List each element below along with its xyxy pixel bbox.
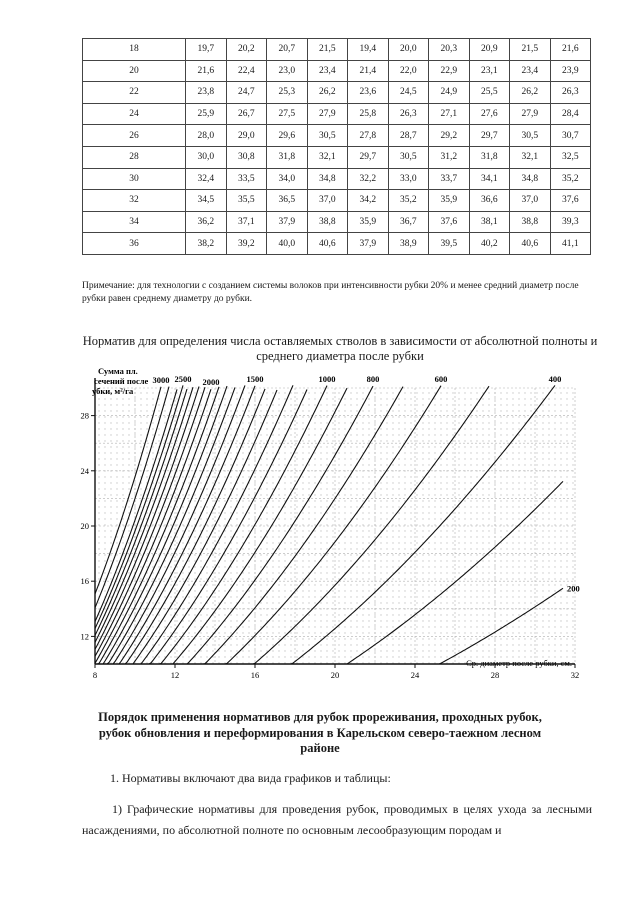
x-tick-label: 12 [170, 670, 180, 680]
value-cell: 23,8 [186, 82, 227, 104]
y-tick-label: 24 [80, 465, 89, 476]
value-cell: 25,8 [348, 103, 389, 125]
value-cell: 20,0 [388, 39, 429, 61]
value-cell: 34,8 [307, 168, 348, 190]
value-cell: 23,4 [510, 60, 551, 82]
curve-label: 1000 [318, 374, 336, 384]
curve-label: 3000 [152, 374, 170, 385]
value-cell: 20,9 [469, 39, 510, 61]
value-cell: 27,6 [469, 103, 510, 125]
x-axis-label: Ср. диаметр после рубки, см. [466, 658, 572, 668]
curve-label: 800 [366, 374, 380, 385]
paragraph-1: 1. Нормативы включают два вида графиков и таблицы: [110, 771, 391, 785]
value-cell: 34,5 [186, 190, 227, 212]
y-tick-label: 12 [80, 631, 89, 642]
table-row [83, 146, 591, 168]
value-cell: 24,7 [226, 82, 267, 104]
value-cell: 37,9 [348, 233, 389, 255]
value-cell: 40,6 [510, 233, 551, 255]
x-tick-label: 20 [330, 670, 340, 680]
table-row [83, 168, 591, 190]
value-cell: 25,9 [186, 103, 227, 125]
y-axis-label-line2: сечений после [94, 376, 149, 386]
value-cell: 40,2 [469, 233, 510, 255]
curve-label: 2000 [202, 377, 220, 388]
value-cell: 36,2 [186, 211, 227, 233]
value-cell: 22,4 [226, 60, 267, 82]
value-cell: 23,6 [348, 82, 389, 104]
value-cell: 21,6 [186, 60, 227, 82]
value-cell: 21,5 [510, 39, 551, 61]
value-cell: 23,9 [550, 60, 591, 82]
value-cell: 20,3 [429, 39, 470, 61]
value-cell: 36,7 [388, 211, 429, 233]
value-cell: 30,5 [510, 125, 551, 147]
value-cell: 19,4 [348, 39, 389, 61]
value-cell: 28,0 [186, 125, 227, 147]
value-cell: 19,7 [186, 39, 227, 61]
value-cell: 35,5 [226, 190, 267, 212]
table-row [83, 211, 591, 233]
value-cell: 39,2 [226, 233, 267, 255]
value-cell: 27,5 [267, 103, 308, 125]
value-cell: 35,2 [550, 168, 591, 190]
value-cell: 32,2 [348, 168, 389, 190]
value-cell: 38,8 [510, 211, 551, 233]
diameter-cell: 30 [83, 168, 186, 190]
curve-label: 600 [434, 374, 448, 384]
value-cell: 27,9 [307, 103, 348, 125]
value-cell: 27,9 [510, 103, 551, 125]
value-cell: 38,8 [307, 211, 348, 233]
value-cell: 30,5 [388, 146, 429, 168]
value-cell: 26,3 [388, 103, 429, 125]
value-cell: 39,5 [429, 233, 470, 255]
x-tick-label: 16 [250, 670, 260, 680]
diameter-cell: 32 [83, 190, 186, 212]
value-cell: 38,9 [388, 233, 429, 255]
data-table [82, 38, 591, 255]
value-cell: 28,7 [388, 125, 429, 147]
value-cell: 26,7 [226, 103, 267, 125]
value-cell: 40,6 [307, 233, 348, 255]
value-cell: 32,1 [307, 146, 348, 168]
x-tick-label: 24 [410, 670, 420, 680]
value-cell: 23,4 [307, 60, 348, 82]
value-cell: 25,3 [267, 82, 308, 104]
diameter-cell: 28 [83, 146, 186, 168]
value-cell: 30,0 [186, 146, 227, 168]
value-cell: 21,6 [550, 39, 591, 61]
value-cell: 36,5 [267, 190, 308, 212]
paragraph-2: 1) Графические нормативы для проведения рубок, проводимых в целях ухода за лесными насаждениями, по абсолютной полноте по основным лесообразующим породам и [82, 802, 592, 837]
table-row [83, 82, 591, 104]
value-cell: 34,0 [267, 168, 308, 190]
curve-label: 1500 [246, 374, 264, 384]
value-cell: 23,1 [469, 60, 510, 82]
value-cell: 35,2 [388, 190, 429, 212]
value-cell: 20,7 [267, 39, 308, 61]
value-cell: 27,1 [429, 103, 470, 125]
value-cell: 32,1 [510, 146, 551, 168]
x-tick-label: 32 [570, 670, 580, 680]
value-cell: 34,8 [510, 168, 551, 190]
value-cell: 23,0 [267, 60, 308, 82]
value-cell: 33,5 [226, 168, 267, 190]
diameter-cell: 34 [83, 211, 186, 233]
diameter-cell: 18 [83, 39, 186, 61]
value-cell: 29,6 [267, 125, 308, 147]
table-row [83, 103, 591, 125]
value-cell: 38,1 [469, 211, 510, 233]
value-cell: 39,3 [550, 211, 591, 233]
value-cell: 30,7 [550, 125, 591, 147]
value-cell: 31,8 [469, 146, 510, 168]
y-tick-label: 20 [80, 521, 89, 531]
value-cell: 37,1 [226, 211, 267, 233]
value-cell: 37,0 [307, 190, 348, 212]
value-cell: 33,0 [388, 168, 429, 190]
value-cell: 24,5 [388, 82, 429, 104]
value-cell: 34,2 [348, 190, 389, 212]
value-cell: 20,2 [226, 39, 267, 61]
value-cell: 35,9 [348, 211, 389, 233]
diameter-cell: 22 [83, 82, 186, 104]
value-cell: 35,9 [429, 190, 470, 212]
value-cell: 37,6 [550, 190, 591, 212]
value-cell: 21,5 [307, 39, 348, 61]
value-cell: 32,4 [186, 168, 227, 190]
x-tick-label: 28 [490, 670, 500, 680]
nomogram-chart [60, 366, 620, 696]
table-row [83, 190, 591, 212]
value-cell: 29,0 [226, 125, 267, 147]
value-cell: 37,9 [267, 211, 308, 233]
table-row [83, 39, 591, 61]
table-row [83, 233, 591, 255]
value-cell: 29,2 [429, 125, 470, 147]
table-note: Примечание: для технологии с созданием системы волоков при интенсивности рубки 20% и менее средний диаметр после рубки равен среднему диаметру до рубки. [82, 281, 579, 304]
value-cell: 24,9 [429, 82, 470, 104]
diameter-cell: 26 [83, 125, 186, 147]
value-cell: 33,7 [429, 168, 470, 190]
value-cell: 29,7 [469, 125, 510, 147]
value-cell: 30,8 [226, 146, 267, 168]
value-cell: 30,5 [307, 125, 348, 147]
diameter-cell: 20 [83, 60, 186, 82]
curve-label: 2500 [174, 374, 192, 384]
value-cell: 28,4 [550, 103, 591, 125]
value-cell: 37,0 [510, 190, 551, 212]
y-axis-label-line1: Сумма пл. [98, 366, 138, 376]
value-cell: 38,2 [186, 233, 227, 255]
value-cell: 41,1 [550, 233, 591, 255]
value-cell: 37,6 [429, 211, 470, 233]
value-cell: 22,9 [429, 60, 470, 82]
value-cell: 27,8 [348, 125, 389, 147]
y-tick-label: 16 [80, 576, 89, 587]
value-cell: 26,3 [550, 82, 591, 104]
diameter-cell: 36 [83, 233, 186, 255]
chart-title: Норматив для определения числа оставляемых стволов в зависимости от абсолютной полноты и среднего диаметра после рубки [82, 334, 598, 363]
value-cell: 40,0 [267, 233, 308, 255]
y-tick-label: 28 [80, 410, 89, 421]
value-cell: 34,1 [469, 168, 510, 190]
value-cell: 31,2 [429, 146, 470, 168]
value-cell: 36,6 [469, 190, 510, 212]
curve-label: 400 [548, 374, 562, 384]
value-cell: 26,2 [307, 82, 348, 104]
value-cell: 21,4 [348, 60, 389, 82]
table-row [83, 60, 591, 82]
table-row [83, 125, 591, 147]
section-heading: Порядок применения нормативов для рубок прореживания, проходных рубок, рубок обновления и переформирования в Карельском северо-таежном лесном районе [98, 710, 542, 755]
curve-label: 200 [567, 583, 580, 594]
value-cell: 22,0 [388, 60, 429, 82]
y-axis-label-line3: убки, м²/га [92, 386, 134, 396]
value-cell: 25,5 [469, 82, 510, 104]
x-tick-label: 8 [92, 670, 98, 680]
value-cell: 26,2 [510, 82, 551, 104]
value-cell: 29,7 [348, 146, 389, 168]
value-cell: 31,8 [267, 146, 308, 168]
value-cell: 32,5 [550, 146, 591, 168]
diameter-cell: 24 [83, 103, 186, 125]
